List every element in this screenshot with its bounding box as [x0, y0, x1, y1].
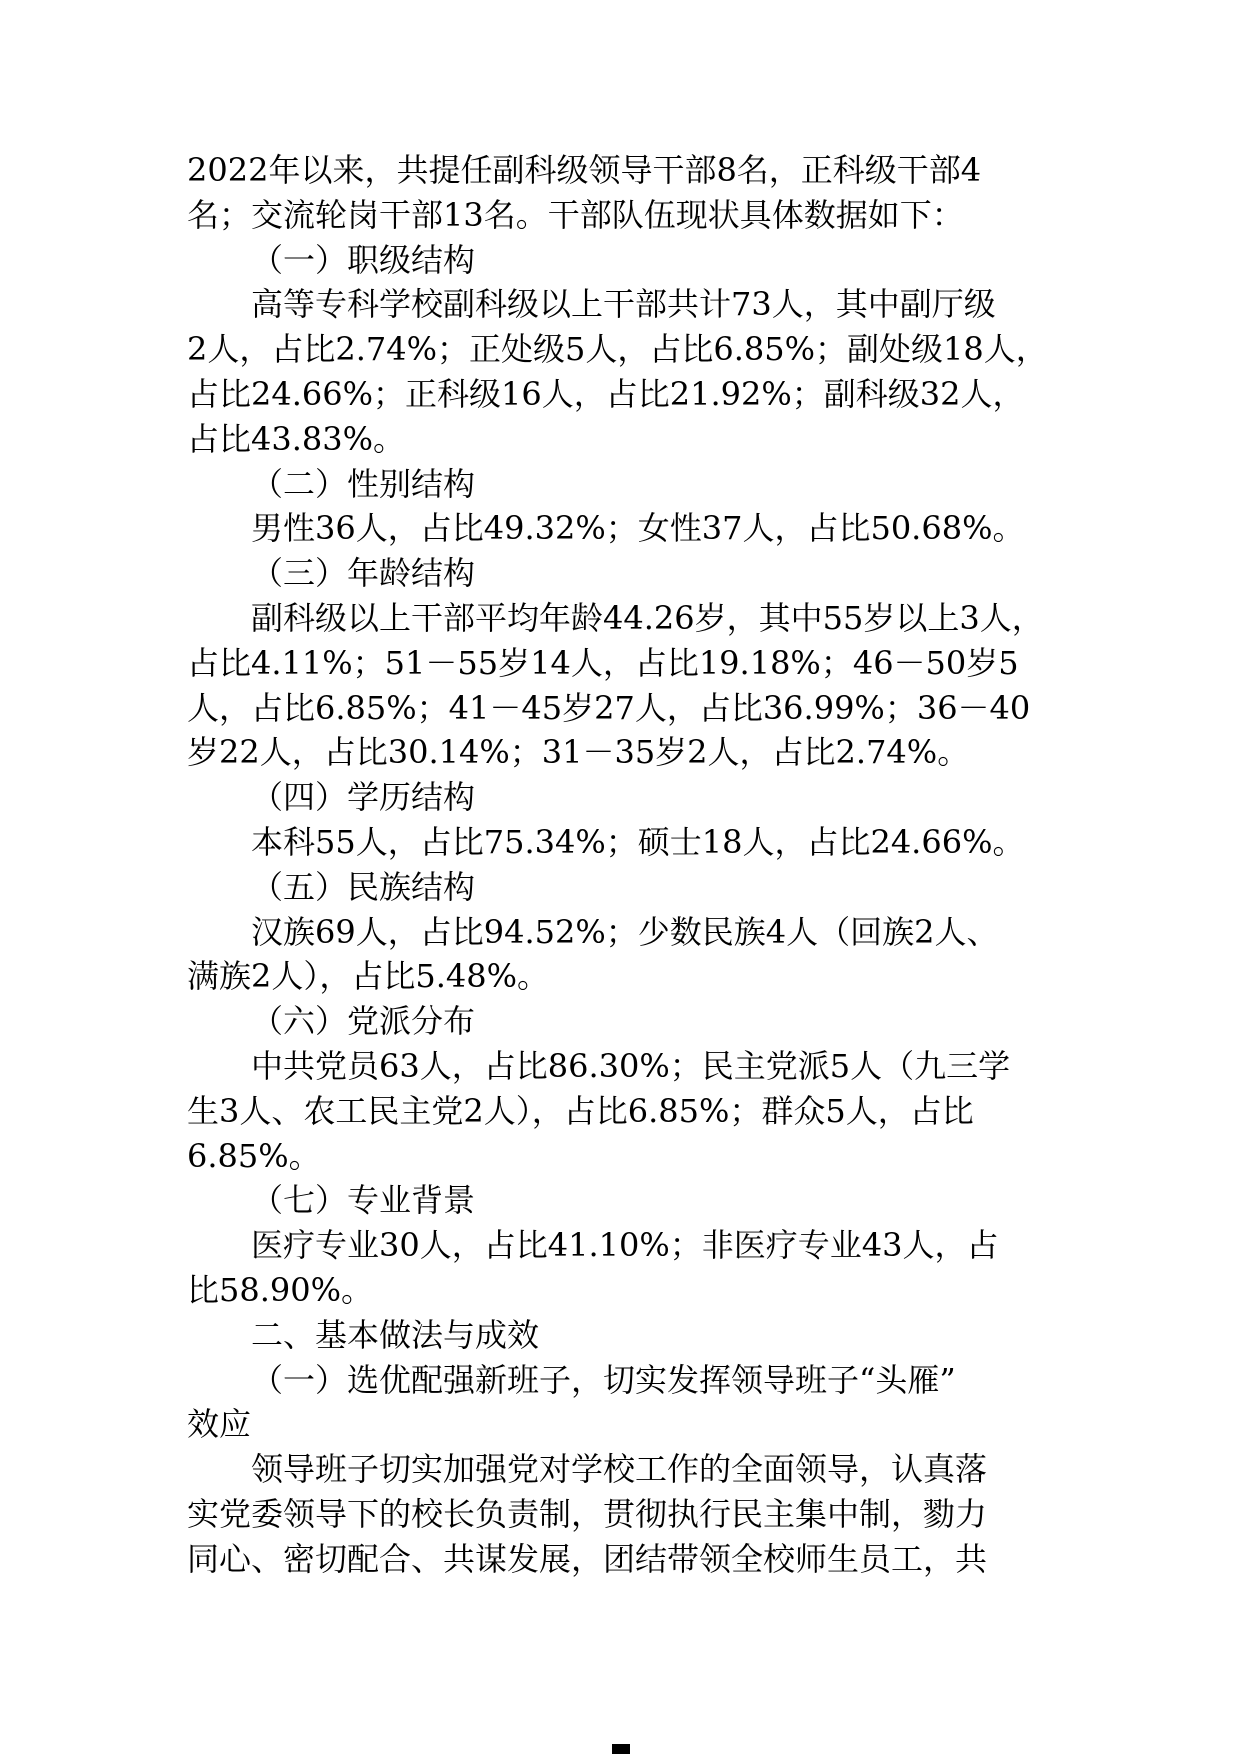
text-line: 比58.90%。 — [187, 1270, 374, 1309]
text-line: 占比43.83%。 — [187, 419, 406, 458]
chapter-heading: 二、基本做法与成效 — [251, 1315, 540, 1354]
text-line: 医疗专业30人，占比41.10%；非医疗专业43人，占 — [251, 1226, 999, 1265]
text-line: 同心、密切配合、共谋发展，团结带领全校师生员工，共 — [187, 1539, 988, 1578]
text-line: 占比24.66%；正科级16人，占比21.92%；副科级32人， — [187, 374, 1025, 413]
text-line: 2人，占比2.74%；正处级5人，占比6.85%；副处级18人， — [187, 330, 1048, 369]
section-heading: （七）专业背景 — [251, 1181, 476, 1220]
section-heading: （一）职级结构 — [251, 240, 476, 279]
section-heading: （五）民族结构 — [251, 867, 476, 906]
text-line: 岁22人，占比30.14%；31－35岁2人，占比2.74%。 — [187, 733, 970, 772]
text-line: 满族2人），占比5.48%。 — [187, 957, 550, 996]
page-edge-mark — [612, 1744, 630, 1754]
text-line: 实党委领导下的校长负责制，贯彻执行民主集中制，勠力 — [187, 1494, 988, 1533]
section-heading: （一）选优配强新班子，切实发挥领导班子“头雁” — [251, 1360, 956, 1399]
section-heading: （三）年龄结构 — [251, 554, 476, 593]
text-line: 副科级以上干部平均年龄44.26岁，其中55岁以上3人， — [251, 598, 1044, 637]
text-line: 效应 — [187, 1405, 252, 1444]
text-line: 男性36人，占比49.32%；女性37人，占比50.68%。 — [251, 509, 1025, 548]
text-line: 汉族69人，占比94.52%；少数民族4人（回族2人、 — [251, 912, 999, 951]
text-line: 名；交流轮岗干部13名。干部队伍现状具体数据如下： — [187, 195, 964, 234]
text-line: 中共党员63人，占比86.30%；民主党派5人（九三学 — [251, 1046, 1011, 1085]
text-line: 本科55人，占比75.34%；硕士18人，占比24.66%。 — [251, 822, 1025, 861]
text-line: 领导班子切实加强党对学校工作的全面领导，认真落 — [251, 1450, 988, 1489]
text-line: 6.85%。 — [187, 1136, 321, 1175]
section-heading: （四）学历结构 — [251, 778, 476, 817]
document-body — [187, 148, 1053, 1582]
text-line: 高等专科学校副科级以上干部共计73人，其中副厅级 — [251, 285, 996, 324]
text-line: 2022年以来，共提任副科级领导干部8名，正科级干部4 — [187, 151, 982, 189]
section-heading: （二）性别结构 — [251, 464, 476, 503]
section-heading: （六）党派分布 — [251, 1002, 476, 1041]
text-line: 生3人、农工民主党2人），占比6.85%；群众5人，占比 — [187, 1091, 974, 1130]
text-line: 人，占比6.85%；41－45岁27人，占比36.99%；36－40 — [187, 688, 1031, 727]
text-line: 占比4.11%；51－55岁14人，占比19.18%；46－50岁5 — [187, 643, 1019, 682]
